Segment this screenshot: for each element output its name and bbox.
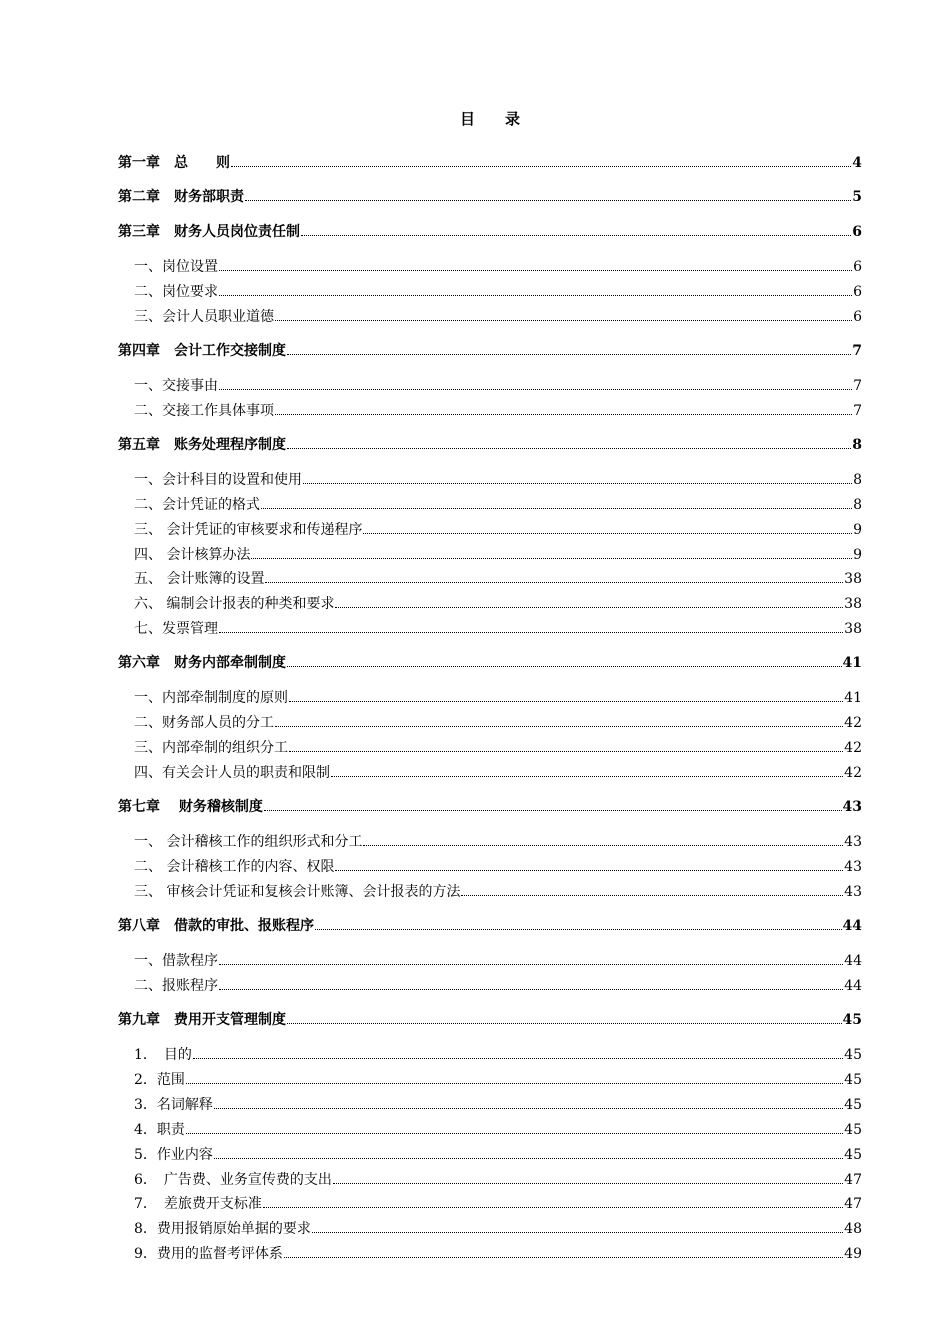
toc-section-entry[interactable] xyxy=(118,618,862,638)
entry-label: 一、会计科目的设置和使用 xyxy=(134,472,302,488)
entry-label: 三、内部牵制的组织分工 xyxy=(134,740,288,756)
toc-section-entry[interactable] xyxy=(118,1069,862,1089)
entry-page-number: 38 xyxy=(844,621,862,637)
entry-page-number: 47 xyxy=(844,1172,862,1188)
toc-section-entry[interactable] xyxy=(118,1169,862,1189)
entry-page-number: 43 xyxy=(844,859,862,875)
entry-page-number: 43 xyxy=(844,834,862,850)
dot-leader xyxy=(261,508,852,509)
toc-section-entry[interactable] xyxy=(118,975,862,995)
entry-page-number: 45 xyxy=(844,1122,862,1138)
entry-page-number: 6 xyxy=(853,284,862,300)
dot-leader xyxy=(312,1232,843,1233)
entry-page-number: 6 xyxy=(852,224,862,240)
entry-page-number: 38 xyxy=(844,596,862,612)
toc-section-entry[interactable] xyxy=(118,375,862,395)
entry-label: 三、 会计凭证的审核要求和传递程序 xyxy=(134,522,363,538)
entry-label: 4．职责 xyxy=(134,1122,185,1138)
toc-section-entry[interactable] xyxy=(118,593,862,613)
entry-label: 3．名词解释 xyxy=(134,1097,213,1113)
toc-section-entry[interactable] xyxy=(118,469,862,489)
dot-leader xyxy=(186,1133,843,1134)
entry-label: 二、交接工作具体事项 xyxy=(134,403,274,419)
toc-section-entry[interactable] xyxy=(118,519,862,539)
entry-label: 二、财务部人员的分工 xyxy=(134,715,274,731)
toc-section-entry[interactable] xyxy=(118,687,862,707)
toc-section-entry[interactable] xyxy=(118,762,862,782)
toc-chapter-entry[interactable] xyxy=(118,152,862,172)
entry-page-number: 47 xyxy=(844,1196,862,1212)
toc-section-entry[interactable] xyxy=(118,881,862,901)
dot-leader xyxy=(219,295,852,296)
entry-label: 三、会计人员职业道德 xyxy=(134,309,274,325)
entry-label: 二、 会计稽核工作的内容、权限 xyxy=(134,859,335,875)
dot-leader xyxy=(219,989,843,990)
entry-page-number: 45 xyxy=(844,1047,862,1063)
toc-section-entry[interactable] xyxy=(118,494,862,514)
dot-leader xyxy=(214,1158,843,1159)
entry-label: 5．作业内容 xyxy=(134,1147,213,1163)
toc-section-entry[interactable] xyxy=(118,1193,862,1213)
toc-section-entry[interactable] xyxy=(118,1243,862,1263)
toc-section-entry[interactable] xyxy=(118,400,862,420)
entry-label: 第三章 财务人员岗位责任制 xyxy=(118,224,300,240)
dot-leader xyxy=(219,964,843,965)
dot-leader xyxy=(275,726,843,727)
entry-label: 六、 编制会计报表的种类和要求 xyxy=(134,596,335,612)
toc-section-entry[interactable] xyxy=(118,306,862,326)
dot-leader xyxy=(287,666,842,667)
toc-chapter-entry[interactable] xyxy=(118,1009,862,1029)
entry-label: 第六章 财务内部牵制制度 xyxy=(118,655,286,671)
toc-section-entry[interactable] xyxy=(118,1218,862,1238)
dot-leader xyxy=(219,389,852,390)
entry-page-number: 4 xyxy=(852,155,862,171)
entry-page-number: 45 xyxy=(842,1012,862,1028)
dot-leader xyxy=(231,166,851,167)
entry-label: 一、交接事由 xyxy=(134,378,218,394)
dot-leader xyxy=(461,895,843,896)
entry-page-number: 42 xyxy=(844,740,862,756)
entry-label: 第一章 总 则 xyxy=(118,155,230,171)
toc-section-entry[interactable] xyxy=(118,1144,862,1164)
toc-section-entry[interactable] xyxy=(118,712,862,732)
entry-label: 第七章 财务稽核制度 xyxy=(118,799,263,815)
entry-page-number: 8 xyxy=(852,437,862,453)
dot-leader xyxy=(301,235,851,236)
entry-label: 四、 会计核算办法 xyxy=(134,547,251,563)
entry-label: 一、岗位设置 xyxy=(134,259,218,275)
toc-chapter-entry[interactable] xyxy=(118,221,862,241)
dot-leader xyxy=(303,483,852,484)
entry-page-number: 48 xyxy=(844,1221,862,1237)
entry-page-number: 6 xyxy=(853,259,862,275)
dot-leader xyxy=(186,1083,843,1084)
toc-section-entry[interactable] xyxy=(118,737,862,757)
entry-page-number: 7 xyxy=(853,403,862,419)
entry-label: 9．费用的监督考评体系 xyxy=(134,1246,283,1262)
dot-leader xyxy=(333,1183,843,1184)
toc-section-entry[interactable] xyxy=(118,568,862,588)
entry-page-number: 7 xyxy=(852,343,862,359)
entry-label: 三、 审核会计凭证和复核会计账簿、会计报表的方法 xyxy=(134,884,461,900)
entry-label: 四、有关会计人员的职责和限制 xyxy=(134,765,330,781)
entry-label: 一、内部牵制制度的原则 xyxy=(134,690,288,706)
toc-section-entry[interactable] xyxy=(118,544,862,564)
entry-page-number: 9 xyxy=(853,547,862,563)
toc-chapter-entry[interactable] xyxy=(118,652,862,672)
entry-page-number: 45 xyxy=(844,1072,862,1088)
dot-leader xyxy=(263,1207,843,1208)
dot-leader xyxy=(265,582,843,583)
toc-section-entry[interactable] xyxy=(118,1119,862,1139)
entry-page-number: 42 xyxy=(844,715,862,731)
dot-leader xyxy=(289,701,843,702)
dot-leader xyxy=(251,558,852,559)
dot-leader xyxy=(287,1023,842,1024)
dot-leader xyxy=(363,533,852,534)
entry-label: 一、借款程序 xyxy=(134,953,218,969)
toc-section-entry[interactable] xyxy=(118,281,862,301)
entry-page-number: 41 xyxy=(844,690,862,706)
toc-section-entry[interactable] xyxy=(118,1044,862,1064)
entry-label: 2．范围 xyxy=(134,1072,185,1088)
page-title: 目 录 xyxy=(459,110,520,128)
dot-leader xyxy=(284,1257,843,1258)
dot-leader xyxy=(245,200,851,201)
entry-label: 第四章 会计工作交接制度 xyxy=(118,343,286,359)
dot-leader xyxy=(214,1108,843,1109)
entry-label: 第八章 借款的审批、报账程序 xyxy=(118,918,314,934)
dot-leader xyxy=(315,929,842,930)
dot-leader xyxy=(331,776,843,777)
dot-leader xyxy=(275,320,852,321)
toc-section-entry[interactable] xyxy=(118,1094,862,1114)
entry-page-number: 43 xyxy=(842,799,862,815)
entry-label: 二、会计凭证的格式 xyxy=(134,497,260,513)
entry-page-number: 44 xyxy=(842,918,862,934)
dot-leader xyxy=(363,845,843,846)
entry-page-number: 43 xyxy=(844,884,862,900)
dot-leader xyxy=(275,414,852,415)
toc-chapter-entry[interactable] xyxy=(118,796,862,816)
entry-page-number: 8 xyxy=(853,497,862,513)
toc-section-entry[interactable] xyxy=(118,950,862,970)
entry-page-number: 44 xyxy=(844,978,862,994)
entry-page-number: 5 xyxy=(852,189,862,205)
entry-page-number: 45 xyxy=(844,1147,862,1163)
entry-page-number: 41 xyxy=(842,655,862,671)
dot-leader xyxy=(193,1058,843,1059)
toc-chapter-entry[interactable] xyxy=(118,434,862,454)
entry-label: 二、报账程序 xyxy=(134,978,218,994)
entry-page-number: 45 xyxy=(844,1097,862,1113)
entry-label: 8．费用报销原始单据的要求 xyxy=(134,1221,311,1237)
entry-label: 一、 会计稽核工作的组织形式和分工 xyxy=(134,834,363,850)
toc-section-entry[interactable] xyxy=(118,856,862,876)
entry-label: 七、发票管理 xyxy=(134,621,218,637)
toc-section-entry[interactable] xyxy=(118,831,862,851)
entry-label: 二、岗位要求 xyxy=(134,284,218,300)
dot-leader xyxy=(289,751,843,752)
toc-chapter-entry[interactable] xyxy=(118,340,862,360)
dot-leader xyxy=(287,354,851,355)
entry-label: 1． 目的 xyxy=(134,1047,192,1063)
entry-label: 6． 广告费、业务宣传费的支出 xyxy=(134,1172,332,1188)
entry-page-number: 44 xyxy=(844,953,862,969)
toc-chapter-entry[interactable] xyxy=(118,186,862,206)
entry-page-number: 9 xyxy=(853,522,862,538)
entry-label: 第二章 财务部职责 xyxy=(118,189,244,205)
dot-leader xyxy=(264,810,842,811)
toc-chapter-entry[interactable] xyxy=(118,915,862,935)
dot-leader xyxy=(219,270,852,271)
entry-label: 7． 差旅费开支标准 xyxy=(134,1196,262,1212)
entry-page-number: 7 xyxy=(853,378,862,394)
entry-page-number: 49 xyxy=(844,1246,862,1262)
entry-label: 五、 会计账簿的设置 xyxy=(134,571,265,587)
entry-label: 第五章 账务处理程序制度 xyxy=(118,437,286,453)
entry-label: 第九章 费用开支管理制度 xyxy=(118,1012,286,1028)
entry-page-number: 6 xyxy=(853,309,862,325)
dot-leader xyxy=(219,632,843,633)
entry-page-number: 42 xyxy=(844,765,862,781)
entry-page-number: 8 xyxy=(853,472,862,488)
toc-section-entry[interactable] xyxy=(118,256,862,276)
entry-page-number: 38 xyxy=(844,571,862,587)
dot-leader xyxy=(287,448,851,449)
dot-leader xyxy=(335,607,843,608)
dot-leader xyxy=(335,870,843,871)
